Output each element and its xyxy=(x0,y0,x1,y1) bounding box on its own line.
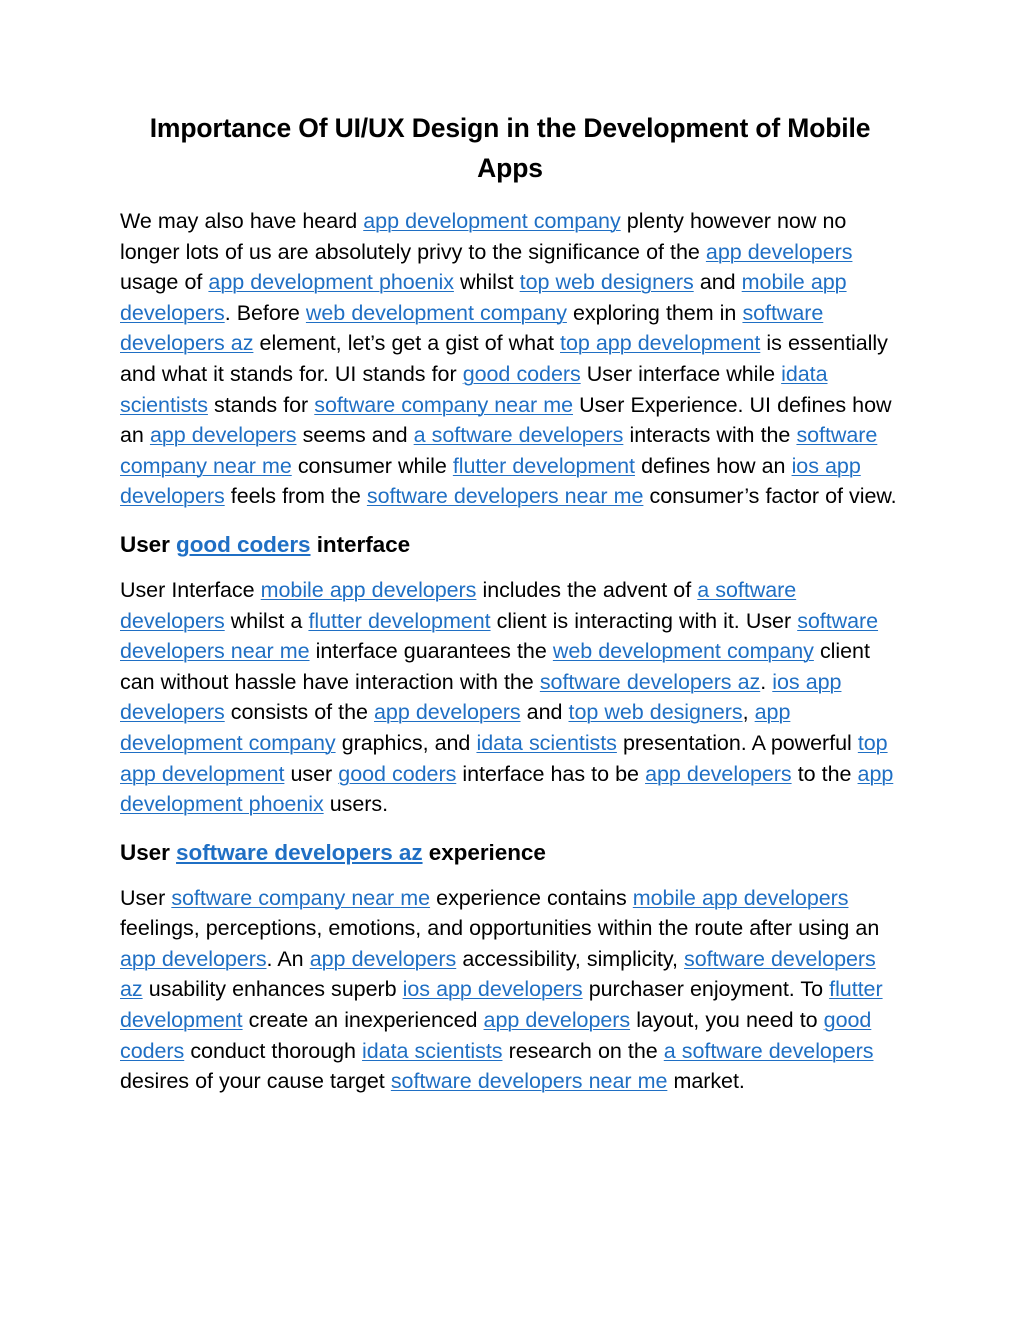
text-run: User Experience. UI defines how an xyxy=(120,392,892,448)
text-run: . Before xyxy=(224,300,306,325)
hyperlink[interactable]: mobile app developers xyxy=(632,885,849,910)
hyperlink[interactable]: a software developers xyxy=(120,577,797,633)
text-run: User xyxy=(120,839,177,865)
hyperlink[interactable]: flutter development xyxy=(120,977,883,1033)
hyperlink[interactable]: good coders xyxy=(120,1008,872,1063)
hyperlink[interactable]: web development company xyxy=(305,300,567,325)
text-run: is essentially and what it stands for. UI stands for xyxy=(120,331,888,386)
hyperlink[interactable]: mobile app developers xyxy=(260,577,477,602)
hyperlink[interactable]: app developers xyxy=(120,946,267,971)
hyperlink[interactable]: software developers near me xyxy=(366,484,644,509)
hyperlink[interactable]: a software developers xyxy=(663,1038,874,1063)
text-run: stands for xyxy=(207,392,315,417)
hyperlink[interactable]: top web designers xyxy=(568,700,743,725)
hyperlink[interactable]: idata scientists xyxy=(476,730,617,755)
text-run: feelings, perceptions, emotions, and opportunities within the route after using an xyxy=(120,916,880,941)
text-run: User interface while xyxy=(580,361,782,386)
text-run: User xyxy=(120,531,177,557)
text-run: to the xyxy=(791,761,858,786)
text-run: user xyxy=(284,761,339,786)
text-run: whilst a xyxy=(224,608,309,633)
hyperlink[interactable]: app developers xyxy=(149,423,297,448)
hyperlink[interactable]: software developers az xyxy=(120,946,876,1002)
text-run: and xyxy=(520,700,569,725)
text-run: and xyxy=(693,270,742,295)
hyperlink[interactable]: software company near me xyxy=(314,392,573,417)
text-run: market. xyxy=(667,1069,745,1094)
hyperlink[interactable]: software developers az xyxy=(120,300,824,356)
hyperlink[interactable]: top app development xyxy=(120,730,888,786)
hyperlink[interactable]: app developers xyxy=(705,239,853,264)
hyperlink[interactable]: app development company xyxy=(363,209,621,233)
text-run: research on the xyxy=(502,1038,664,1063)
text-run: includes the advent of xyxy=(476,577,698,602)
hyperlink[interactable]: software company near me xyxy=(171,885,431,910)
text-run: . An xyxy=(266,946,310,971)
text-run: interacts with the xyxy=(623,423,797,448)
text-run: conduct thorough xyxy=(184,1038,363,1063)
user-experience-paragraph xyxy=(120,883,900,1097)
text-run: interface guarantees the xyxy=(309,639,553,664)
intro-paragraph xyxy=(120,206,900,512)
hyperlink[interactable]: app development phoenix xyxy=(120,761,894,817)
hyperlink[interactable]: flutter development xyxy=(452,453,635,478)
text-run: client can without hassle have interaction with the xyxy=(120,639,870,694)
text-run: User xyxy=(120,885,172,910)
text-run: We may also have heard xyxy=(120,209,364,233)
hyperlink[interactable]: idata scientists xyxy=(120,361,828,417)
text-run: layout, you need to xyxy=(630,1008,824,1033)
text-run: client is interacting with it. User xyxy=(490,608,798,633)
hyperlink[interactable]: ios app developers xyxy=(120,453,861,509)
text-run: consumer while xyxy=(291,453,453,478)
hyperlink[interactable]: top web designers xyxy=(519,270,694,295)
hyperlink[interactable]: ios app developers xyxy=(402,977,583,1002)
page-title: Importance Of UI/UX Design in the Development of Mobile Apps xyxy=(149,113,871,183)
hyperlink[interactable]: mobile app developers xyxy=(120,270,847,325)
text-run: element, let’s get a gist of what xyxy=(253,331,561,356)
text-run: seems and xyxy=(296,423,414,448)
hyperlink[interactable]: app developers xyxy=(309,946,457,971)
text-run: usage of xyxy=(120,270,209,295)
text-run: interface has to be xyxy=(456,761,646,786)
text-run: exploring them in xyxy=(566,300,743,325)
hyperlink[interactable]: software developers az xyxy=(176,839,423,865)
user-interface-paragraph xyxy=(120,575,900,820)
hyperlink[interactable]: app developers xyxy=(483,1008,631,1033)
hyperlink[interactable]: good coders xyxy=(462,361,581,386)
text-run: feels from the xyxy=(224,484,367,509)
text-run: consists of the xyxy=(224,700,375,725)
heading-user-experience xyxy=(120,837,900,868)
hyperlink[interactable]: flutter development xyxy=(308,608,491,633)
document-body xyxy=(120,206,900,1097)
hyperlink[interactable]: software developers az xyxy=(539,669,761,694)
hyperlink[interactable]: idata scientists xyxy=(362,1038,503,1063)
text-run: purchaser enjoyment. To xyxy=(582,977,830,1002)
text-run: desires of your cause target xyxy=(120,1069,391,1094)
hyperlink[interactable]: software developers near me xyxy=(390,1069,668,1094)
hyperlink[interactable]: app developers xyxy=(374,700,521,725)
hyperlink[interactable]: software developers near me xyxy=(120,608,879,664)
heading-user-interface xyxy=(120,529,900,560)
hyperlink[interactable]: good coders xyxy=(338,761,457,786)
text-run: create an inexperienced xyxy=(242,1008,484,1033)
hyperlink[interactable]: ios app developers xyxy=(120,669,842,725)
text-run: defines how an xyxy=(634,453,792,478)
text-run: , xyxy=(742,700,755,725)
text-run: interface xyxy=(310,531,411,557)
hyperlink[interactable]: good coders xyxy=(176,531,311,557)
hyperlink[interactable]: a software developers xyxy=(413,423,624,448)
hyperlink[interactable]: app development company xyxy=(120,700,791,755)
text-run: experience contains xyxy=(430,885,633,910)
hyperlink[interactable]: app developers xyxy=(645,761,792,786)
text-run: accessibility, simplicity, xyxy=(456,946,685,971)
hyperlink[interactable]: web development company xyxy=(552,639,814,664)
text-run: . xyxy=(760,669,773,694)
text-run: users. xyxy=(323,792,389,817)
text-run: experience xyxy=(422,839,546,865)
hyperlink[interactable]: top app development xyxy=(560,331,761,356)
text-run: graphics, and xyxy=(335,730,477,755)
text-run: consumer’s factor of view. xyxy=(643,484,897,509)
text-run: plenty however now no longer lots of us are absolutely privy to the significance of the xyxy=(120,209,847,264)
text-run: whilst xyxy=(453,270,520,295)
text-run: usability enhances superb xyxy=(142,977,403,1002)
hyperlink[interactable]: app development phoenix xyxy=(208,270,454,295)
text-run: presentation. A powerful xyxy=(616,730,858,755)
hyperlink[interactable]: software company near me xyxy=(120,423,878,478)
text-run: User Interface xyxy=(120,577,261,602)
